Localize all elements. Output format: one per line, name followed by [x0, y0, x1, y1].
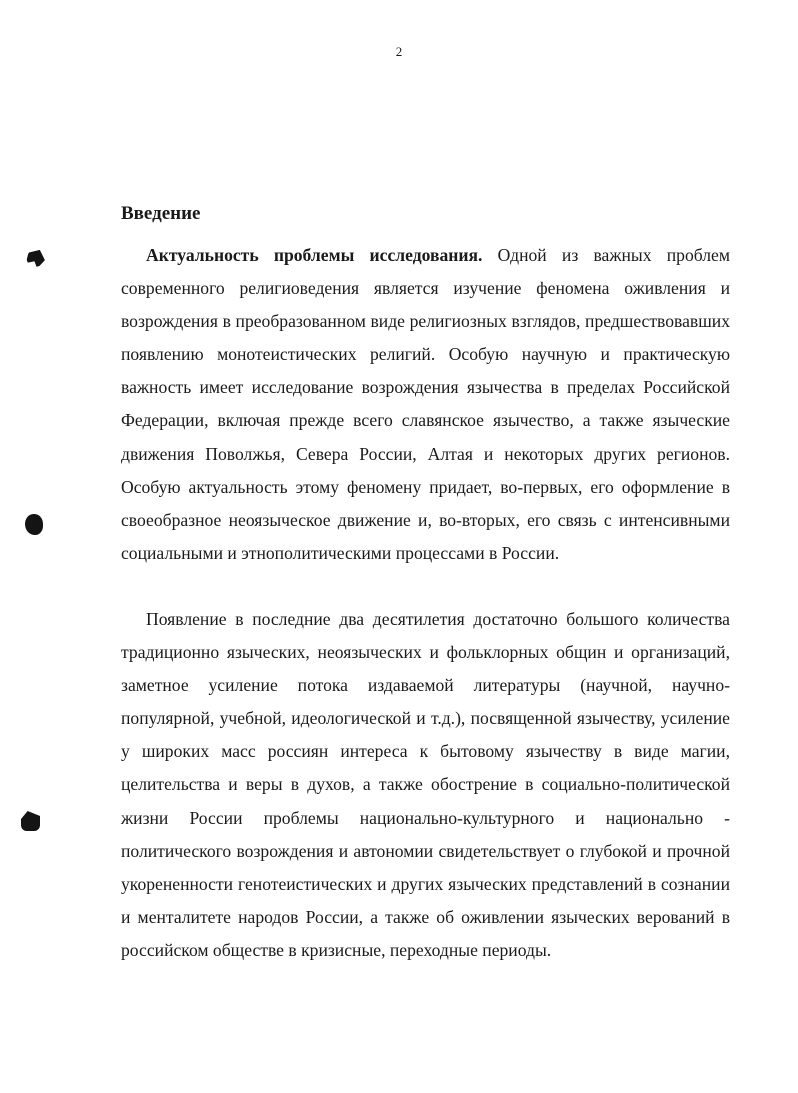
page-number: 2	[395, 44, 403, 59]
paragraph-2-text: Появление в последние два десятилетия достаточно большого количества традиционно языческих, неоязыческих и фольклорных общин и организаций, заметное усиление потока издаваемой литературы (научной, научно-популярной, учебной, идеологической и т.д.), посвященной язычеству, усиление у широких масс россиян интереса к бытовому язычеству в виде магии, целительства и веры в духов, а также обострение в социально-политической жизни России проблемы национально-культурного и национально - политического возрождения и автономии свидетельствует о глубокой и прочной укорененности генотеистических и других языческих представлений в сознании и менталитете народов России, а также об оживлении языческих верований в российском обществе в кризисные, переходные периоды.	[121, 609, 730, 960]
scan-artifact-mark	[24, 246, 48, 270]
scan-artifact-mark	[21, 811, 40, 831]
paragraph-1-text: Одной из важных проблем современного религиоведения является изучение феномена оживления и возрождения в преобразованном виде религиозных взглядов, предшествовавших появлению монотеистических религий. Особую научную и практическую важность имеет исследование возрождения язычества в пределах Российской Федерации, включая прежде всего славянское язычество, а также языческие движения Поволжья, Севера России, Алтая и некоторых других регионов. Особую актуальность этому феномену придает, во-первых, его оформление в своеобразное неоязыческое движение и, во-вторых, его связь с интенсивными социальными и этнополитическими процессами в России.	[121, 245, 730, 563]
paragraph-2	[121, 603, 730, 967]
paragraph-1-lead: Актуальность проблемы исследования.	[146, 245, 483, 265]
paragraph-1	[121, 239, 730, 570]
scan-artifact-mark	[25, 514, 43, 535]
section-heading: Введение	[121, 203, 201, 224]
